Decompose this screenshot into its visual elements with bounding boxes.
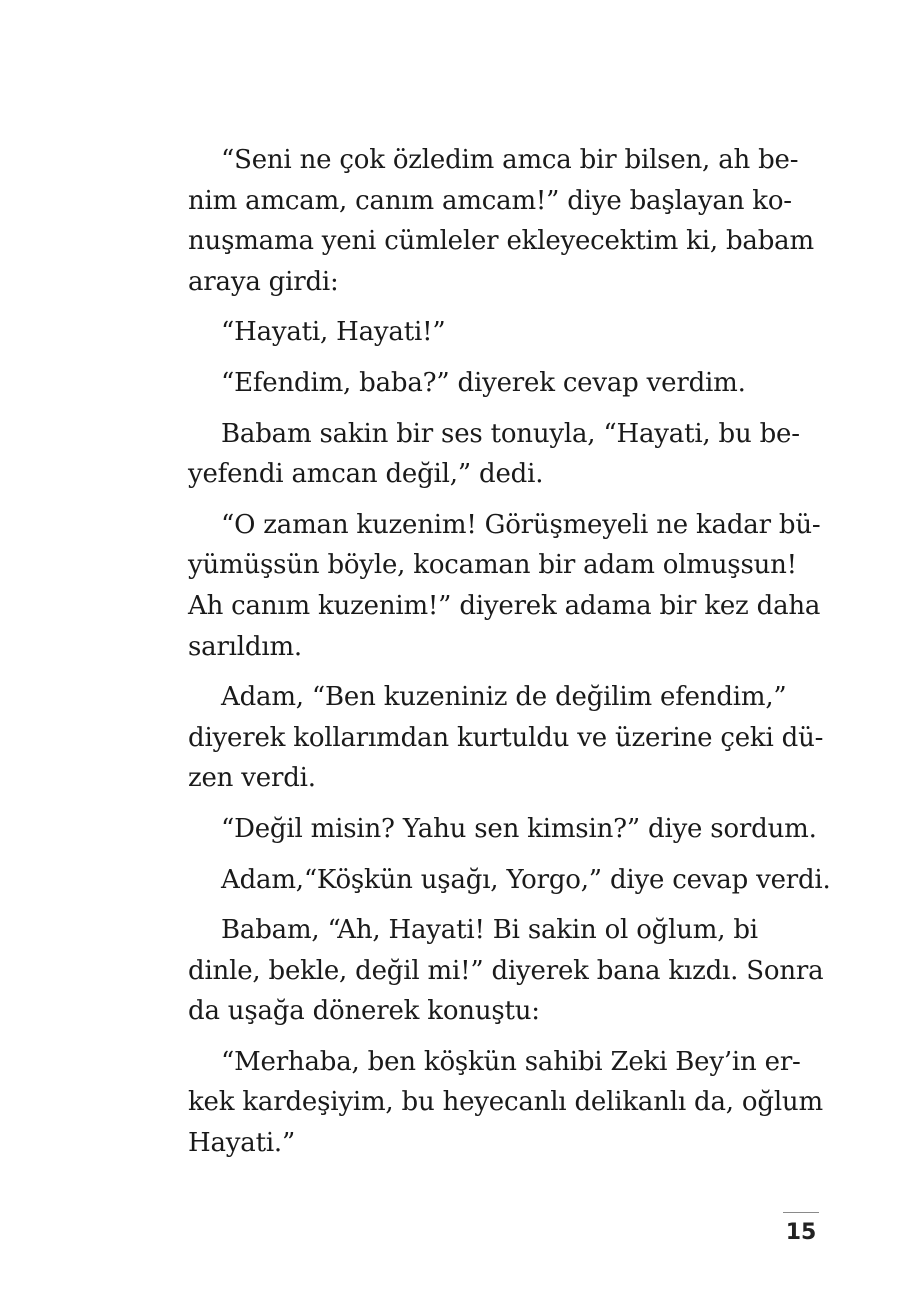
text-line: sarıldım.	[188, 631, 302, 662]
text-line: araya girdi:	[188, 266, 339, 297]
text-line: “O zaman kuzenim! Görüşmeyeli ne kadar bü-	[221, 509, 821, 540]
text-line: “Seni ne çok özledim amca bir bilsen, ah be-	[221, 145, 799, 175]
text-line: Babam sakin bir ses tonuyla, “Hayati, bu be-	[221, 418, 800, 449]
paragraph	[188, 414, 800, 495]
text-line: “Hayati, Hayati!”	[221, 317, 446, 348]
text-line: kek kardeşiyim, bu heyecanlı delikanlı da, oğlum	[188, 1087, 823, 1118]
text-line: “Değil misin? Yahu sen kimsin?” diye sordum.	[221, 813, 817, 844]
paragraph	[188, 809, 817, 850]
page-body	[188, 140, 831, 1164]
text-line: “Efendim, baba?” diyerek cevap verdim.	[221, 367, 746, 398]
page-number: 15	[785, 1220, 817, 1245]
text-line: Ah canım kuzenim!” diyerek adama bir kez daha	[188, 590, 821, 621]
paragraph	[188, 363, 746, 404]
page-number-rule	[783, 1212, 819, 1213]
paragraph	[188, 910, 824, 1032]
text-line: Adam, “Ben kuzeniniz de değilim efendim,”	[221, 682, 787, 713]
text-line: da uşağa dönerek konuştu:	[188, 996, 540, 1027]
paragraph	[188, 677, 824, 799]
text-line: Adam,“Köşkün uşağı, Yorgo,” diye cevap verdi.	[221, 864, 831, 895]
text-line: yefendi amcan değil,” dedi.	[188, 459, 544, 490]
paragraph	[188, 1042, 823, 1164]
text-line: “Merhaba, ben köşkün sahibi Zeki Bey’in er-	[221, 1046, 801, 1077]
text-line: nim amcam, canım amcam!” diye başlayan ko-	[188, 185, 792, 216]
text-line: dinle, bekle, değil mi!” diyerek bana kızdı. Sonra	[188, 955, 824, 986]
paragraph	[188, 312, 736, 353]
paragraph	[188, 140, 814, 302]
text-line: diyerek kollarımdan kurtuldu ve üzerine çeki dü-	[188, 722, 824, 753]
text-line: yümüşsün böyle, kocaman bir adam olmuşsun!	[188, 550, 797, 581]
paragraph	[188, 505, 821, 667]
text-line: Babam, “Ah, Hayati! Bi sakin ol oğlum, bi	[221, 915, 758, 946]
text-line: Hayati.”	[188, 1128, 296, 1159]
text-line: zen verdi.	[188, 763, 316, 794]
text-line: nuşmama yeni cümleler ekleyecektim ki, babam	[188, 226, 814, 257]
paragraph	[188, 860, 831, 901]
